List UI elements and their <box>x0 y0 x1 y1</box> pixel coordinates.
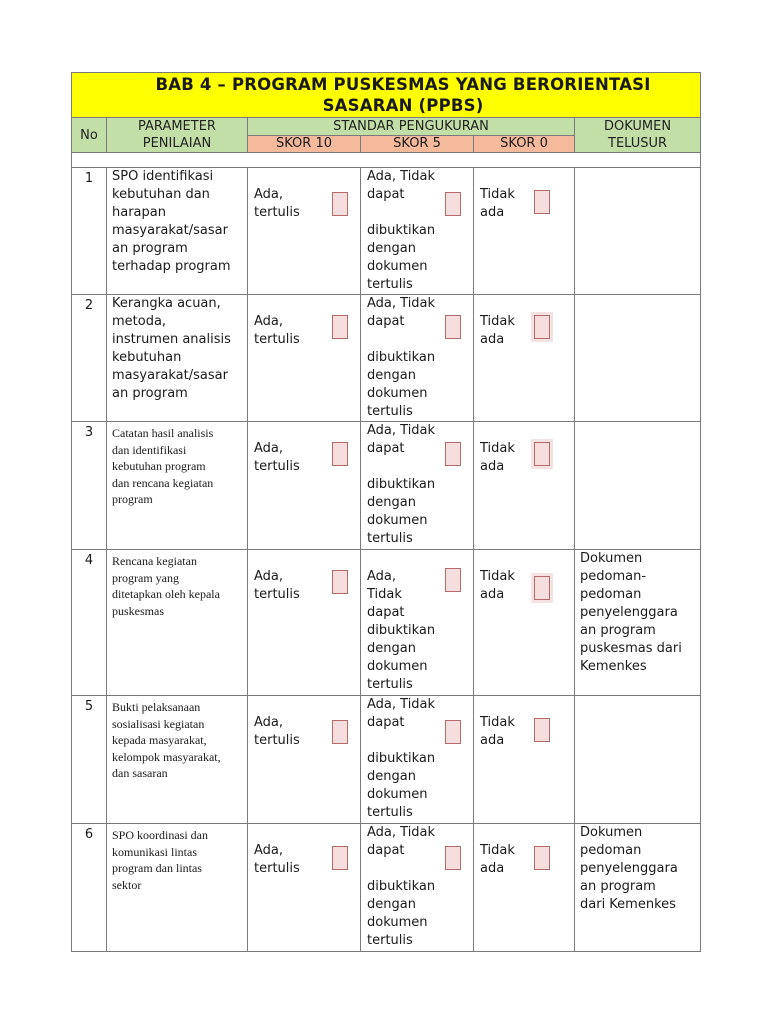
option-skor-10 <box>248 422 361 550</box>
option-label <box>367 696 447 822</box>
parameter-line: Bukti pelaksanaan <box>112 700 201 714</box>
parameter-line: terhadap program <box>112 259 231 274</box>
option-label <box>254 313 300 349</box>
parameter-cell <box>107 295 248 422</box>
option-skor-0 <box>474 422 575 550</box>
checkbox-skor-0[interactable] <box>534 576 550 600</box>
row-number: 5 <box>72 696 107 824</box>
option-line: dengan <box>367 769 416 784</box>
option-line: tertulis <box>367 805 413 820</box>
option-skor-0 <box>474 824 575 952</box>
parameter-line: Catatan hasil analisis <box>112 426 214 440</box>
parameter-cell <box>107 824 248 952</box>
option-line: Tidak <box>367 587 402 602</box>
checkbox-skor-5[interactable] <box>445 846 461 870</box>
table-row <box>72 824 701 952</box>
checkbox-skor-5[interactable] <box>445 720 461 744</box>
parameter-line: sektor <box>112 877 142 892</box>
checkbox-skor-10[interactable] <box>332 192 348 216</box>
option-line: dengan <box>367 495 416 510</box>
option-line: dokumen <box>367 659 428 674</box>
option-skor-5 <box>361 295 474 422</box>
checkbox-skor-10[interactable] <box>332 720 348 744</box>
option-line: ada <box>480 459 505 474</box>
table-row <box>72 422 701 550</box>
dokumen-line: dari Kemenkes <box>580 897 676 912</box>
parameter-line: kebutuhan program <box>112 459 206 473</box>
parameter-line: puskesmas <box>112 603 164 618</box>
option-line: dibuktikan <box>367 751 436 766</box>
option-label <box>480 440 515 476</box>
header-skor-10: SKOR 10 <box>248 135 361 153</box>
parameter-cell <box>107 550 248 696</box>
table-row <box>72 168 701 295</box>
header-dokumen <box>575 118 701 153</box>
dokumen-cell <box>575 295 701 422</box>
option-label <box>480 568 515 604</box>
option-line: Tidak <box>480 843 515 858</box>
dokumen-line: pedoman <box>580 587 642 602</box>
option-line: Ada, Tidak <box>367 697 436 712</box>
parameter-line: ditetapkan oleh kepala <box>112 587 220 601</box>
dokumen-cell <box>575 824 701 952</box>
parameter-cell <box>107 422 248 550</box>
option-skor-5 <box>361 824 474 952</box>
option-skor-5 <box>361 168 474 295</box>
option-label <box>480 714 515 750</box>
option-line: tertulis <box>367 677 413 692</box>
option-line: Ada, <box>367 569 397 584</box>
option-line: dengan <box>367 897 416 912</box>
option-line: ada <box>480 861 505 876</box>
option-line: dengan <box>367 641 416 656</box>
option-label <box>480 186 515 222</box>
dokumen-line: Kemenkes <box>580 659 647 674</box>
dokumen-line: an program <box>580 623 656 638</box>
table-row <box>72 295 701 422</box>
parameter-line: komunikasi lintas <box>112 844 197 859</box>
dokumen-line: an program <box>580 879 656 894</box>
option-line: Ada, Tidak <box>367 825 436 840</box>
option-line: dokumen <box>367 915 428 930</box>
header-parameter-line: PENILAIAN <box>142 136 212 151</box>
option-line: tertulis <box>254 861 300 876</box>
dokumen-cell <box>575 550 701 696</box>
parameter-line: metoda, <box>112 314 167 329</box>
assessment-table <box>71 72 701 952</box>
checkbox-skor-10[interactable] <box>332 846 348 870</box>
option-line: Tidak <box>480 715 515 730</box>
parameter-line: program yang <box>112 570 179 585</box>
option-label <box>367 550 447 694</box>
option-line: Tidak <box>480 187 515 202</box>
option-label <box>367 422 447 548</box>
option-line: tertulis <box>367 404 413 419</box>
option-line: dibuktikan <box>367 623 436 638</box>
option-skor-0 <box>474 168 575 295</box>
checkbox-skor-5[interactable] <box>445 442 461 466</box>
header-skor-5: SKOR 5 <box>361 135 474 153</box>
parameter-cell <box>107 696 248 824</box>
row-number: 1 <box>72 168 107 295</box>
option-skor-10 <box>248 550 361 696</box>
option-label <box>480 313 515 349</box>
option-line: tertulis <box>367 531 413 546</box>
checkbox-skor-0[interactable] <box>534 718 550 742</box>
header-no: No <box>72 118 107 153</box>
option-label <box>367 824 447 950</box>
option-line: tertulis <box>254 205 300 220</box>
option-label <box>254 714 300 750</box>
dokumen-cell <box>575 696 701 824</box>
title-line-1: BAB 4 – PROGRAM PUSKESMAS YANG BERORIENTASI <box>155 75 651 94</box>
parameter-cell <box>107 168 248 295</box>
option-skor-10 <box>248 824 361 952</box>
option-line: dibuktikan <box>367 350 436 365</box>
option-line: dapat <box>367 843 405 858</box>
spacer-cell <box>72 153 701 168</box>
row-number: 3 <box>72 422 107 550</box>
option-label <box>254 568 300 604</box>
option-line: Ada, Tidak <box>367 169 436 184</box>
checkbox-skor-10[interactable] <box>332 442 348 466</box>
parameter-line: SPO koordinasi dan <box>112 828 208 842</box>
option-line: tertulis <box>254 459 300 474</box>
checkbox-skor-0[interactable] <box>534 846 550 870</box>
checkbox-skor-10[interactable] <box>332 315 348 339</box>
option-line: dengan <box>367 368 416 383</box>
parameter-line: an program <box>112 241 188 256</box>
table-row <box>72 696 701 824</box>
option-line: dibuktikan <box>367 223 436 238</box>
option-line: Ada, <box>254 441 284 456</box>
parameter-line: kebutuhan <box>112 350 182 365</box>
option-line: Tidak <box>480 569 515 584</box>
option-skor-10 <box>248 168 361 295</box>
row-number: 6 <box>72 824 107 952</box>
dokumen-line: Dokumen <box>580 551 643 566</box>
option-line: tertulis <box>367 933 413 948</box>
parameter-line: kelompok masyarakat, <box>112 749 221 764</box>
option-label <box>254 842 300 878</box>
parameter-line: Rencana kegiatan <box>112 554 197 568</box>
parameter-line: dan rencana kegiatan <box>112 475 214 490</box>
parameter-line: instrumen analisis <box>112 332 231 347</box>
row-number: 4 <box>72 550 107 696</box>
document-title <box>72 73 701 118</box>
header-standar: STANDAR PENGUKURAN <box>248 118 575 136</box>
parameter-line: an program <box>112 386 188 401</box>
header-parameter <box>107 118 248 153</box>
parameter-line: masyarakat/sasar <box>112 368 228 383</box>
option-line: dengan <box>367 241 416 256</box>
header-parameter-line: PARAMETER <box>138 119 216 134</box>
checkbox-skor-0[interactable] <box>534 190 550 214</box>
dokumen-line: pedoman <box>580 843 642 858</box>
option-line: Ada, <box>254 314 284 329</box>
option-line: tertulis <box>254 587 300 602</box>
option-label <box>367 295 447 421</box>
parameter-line: dan identifikasi <box>112 442 187 457</box>
option-line: Ada, Tidak <box>367 423 436 438</box>
option-skor-5 <box>361 696 474 824</box>
option-line: Ada, <box>254 715 284 730</box>
option-line: tertulis <box>254 332 300 347</box>
option-skor-0 <box>474 696 575 824</box>
dokumen-cell <box>575 422 701 550</box>
option-line: Tidak <box>480 441 515 456</box>
dokumen-cell <box>575 168 701 295</box>
option-line: dokumen <box>367 787 428 802</box>
parameter-line: program dan lintas <box>112 861 202 875</box>
option-line: Ada, <box>254 843 284 858</box>
option-line: dapat <box>367 715 405 730</box>
option-line: Ada, <box>254 187 284 202</box>
header-skor-0: SKOR 0 <box>474 135 575 153</box>
option-line: Ada, <box>254 569 284 584</box>
option-skor-10 <box>248 696 361 824</box>
row-number: 2 <box>72 295 107 422</box>
option-line: dapat <box>367 314 405 329</box>
parameter-line: dan sasaran <box>112 766 168 780</box>
dokumen-line: Dokumen <box>580 825 643 840</box>
option-line: dokumen <box>367 386 428 401</box>
checkbox-skor-5[interactable] <box>445 192 461 216</box>
option-label <box>254 186 300 222</box>
checkbox-skor-0[interactable] <box>534 315 550 339</box>
header-dokumen-line: TELUSUR <box>608 136 668 151</box>
option-line: ada <box>480 587 505 602</box>
title-line-2: SASARAN (PPBS) <box>322 96 484 115</box>
dokumen-line: penyelenggara <box>580 605 678 620</box>
option-line: dibuktikan <box>367 879 436 894</box>
option-line: dokumen <box>367 259 428 274</box>
parameter-line: masyarakat/sasar <box>112 223 228 238</box>
option-line: tertulis <box>254 733 300 748</box>
option-line: dokumen <box>367 513 428 528</box>
checkbox-skor-5[interactable] <box>445 315 461 339</box>
dokumen-line: penyelenggara <box>580 861 678 876</box>
option-skor-10 <box>248 295 361 422</box>
option-label <box>480 842 515 878</box>
spacer-row <box>72 153 701 168</box>
option-line: ada <box>480 332 505 347</box>
option-line: tertulis <box>367 277 413 292</box>
parameter-line: Kerangka acuan, <box>112 296 221 311</box>
parameter-line: kebutuhan dan <box>112 187 210 202</box>
checkbox-skor-10[interactable] <box>332 570 348 594</box>
option-skor-0 <box>474 295 575 422</box>
parameter-line: program <box>112 492 153 506</box>
parameter-line: harapan <box>112 205 166 220</box>
option-line: Ada, Tidak <box>367 296 436 311</box>
option-line: dapat <box>367 187 405 202</box>
checkbox-skor-0[interactable] <box>534 442 550 466</box>
option-line: ada <box>480 205 505 220</box>
dokumen-line: puskesmas dari <box>580 641 682 656</box>
option-skor-5 <box>361 550 474 696</box>
parameter-line: SPO identifikasi <box>112 169 214 184</box>
option-line: dapat <box>367 441 405 456</box>
checkbox-skor-5[interactable] <box>445 568 461 592</box>
option-line: Tidak <box>480 314 515 329</box>
option-line: dapat <box>367 605 405 620</box>
parameter-line: sosialisasi kegiatan <box>112 716 205 731</box>
header-dokumen-line: DOKUMEN <box>603 119 672 134</box>
option-skor-5 <box>361 422 474 550</box>
option-line: ada <box>480 733 505 748</box>
table-row <box>72 550 701 696</box>
option-label <box>367 168 447 294</box>
option-label <box>254 440 300 476</box>
parameter-line: kepada masyarakat, <box>112 733 207 747</box>
option-skor-0 <box>474 550 575 696</box>
dokumen-line: pedoman- <box>580 569 647 584</box>
option-line: dibuktikan <box>367 477 436 492</box>
